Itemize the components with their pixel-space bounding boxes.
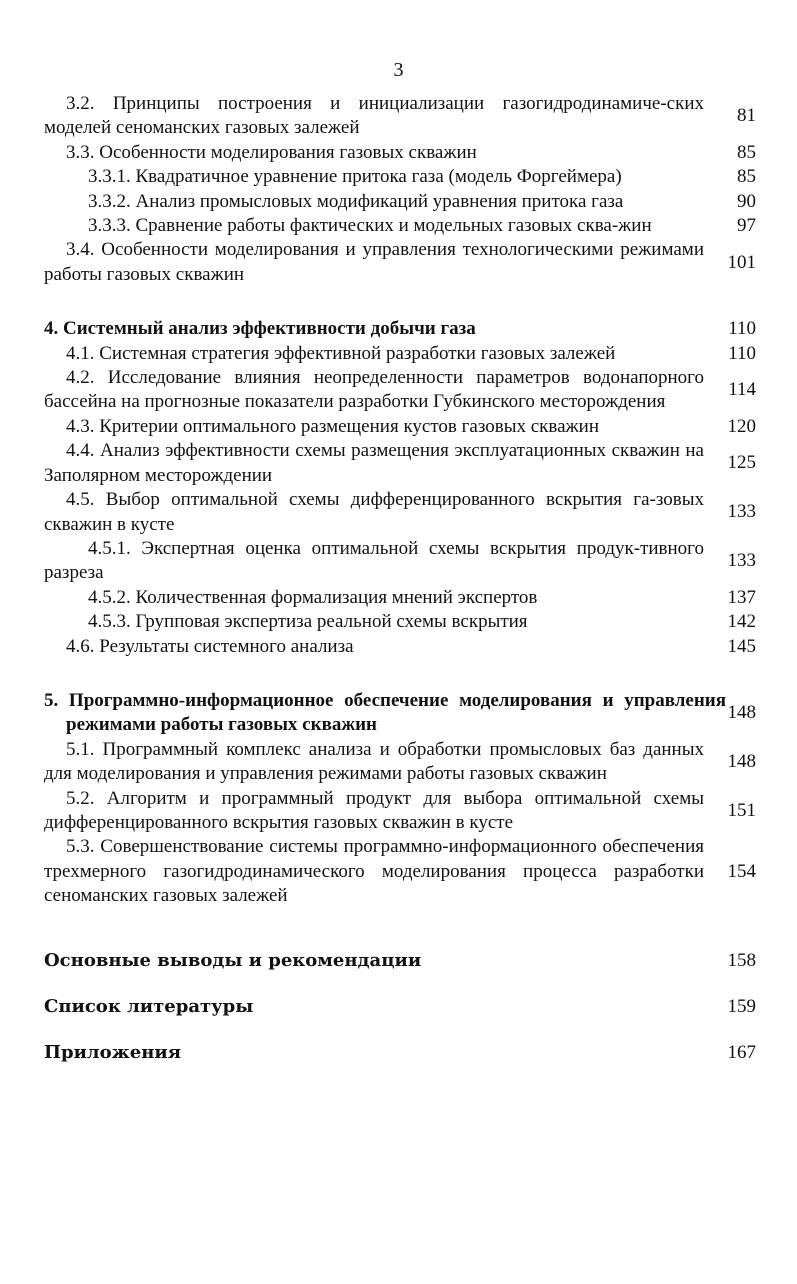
toc-entry-page: 148 — [727, 750, 756, 772]
toc-entry-3-3-2[interactable] — [44, 190, 756, 214]
toc-entry-page: 101 — [727, 251, 756, 273]
toc-entry-4-5[interactable] — [44, 488, 756, 537]
toc-entry-title: 4.4. Анализ эффективности схемы размещения эксплуатационных скважин на Заполярном месторождении — [44, 440, 704, 486]
toc-entry-title: 4.5. Выбор оптимальной схемы дифференцированного вскрытия га-зовых скважин в кусте — [44, 489, 704, 535]
toc-entry-page: 148 — [727, 702, 756, 724]
toc-entry-title: 4.1. Системная стратегия эффективной разработки газовых залежей — [66, 342, 616, 364]
toc-entry-4-3[interactable] — [44, 415, 756, 439]
toc-entry-title: 4.5.1. Экспертная оценка оптимальной схемы вскрытия продук-тивного разреза — [44, 537, 704, 584]
toc-entry-title: 5.1. Программный комплекс анализа и обработки промысловых баз данных для моделирования и управления режимами работы газовых скважин — [44, 738, 704, 785]
toc-entry-page: 137 — [727, 586, 756, 608]
toc-entry-page: 81 — [737, 105, 756, 127]
toc-entry-3-3[interactable] — [44, 141, 756, 165]
toc-entry-page: 159 — [727, 996, 756, 1017]
table-of-contents — [44, 92, 756, 1066]
toc-entry-4-1[interactable] — [44, 342, 756, 366]
toc-entry-3-3-3[interactable] — [44, 214, 756, 238]
toc-entry-title: 5.2. Алгоритм и программный продукт для выбора оптимальной схемы дифференцированного вскрытия газовых скважин в кусте — [44, 787, 704, 833]
toc-entry-page: 90 — [737, 190, 756, 212]
toc-entry-page: 97 — [737, 215, 756, 237]
toc-entry-title: 4. Системный анализ эффективности добычи газа — [44, 318, 476, 340]
toc-entry-4-5-2[interactable] — [44, 586, 756, 610]
toc-entry-4-2[interactable] — [44, 366, 756, 415]
toc-entry-page: 85 — [737, 141, 756, 163]
toc-conclusions[interactable] — [44, 949, 756, 973]
toc-entry-page: 145 — [727, 635, 756, 657]
toc-entry-title: 5.3. Совершенствование системы программно-информационного обеспечения трехмерного газогидродинамического моделирования процесса разработки сеноманских газовых залежей — [44, 836, 704, 907]
toc-entry-title: Список литературы — [44, 996, 254, 1017]
toc-entry-title: 4.5.2. Количественная формализация мнений экспертов — [88, 586, 538, 608]
toc-entry-page: 114 — [728, 379, 756, 401]
toc-entry-page: 120 — [727, 415, 756, 437]
toc-entry-page: 133 — [727, 501, 756, 523]
toc-entry-page: 85 — [737, 166, 756, 188]
toc-entry-title: 3.2. Принципы построения и инициализации газогидродинамиче-ских моделей сеноманских газовых залежей — [44, 93, 704, 139]
toc-chapter-4[interactable] — [44, 317, 756, 341]
toc-entry-title: 4.6. Результаты системного анализа — [66, 635, 354, 657]
toc-entry-title: 3.3.2. Анализ промысловых модификаций уравнения притока газа — [88, 190, 624, 212]
toc-entry-title: 3.3. Особенности моделирования газовых скважин — [66, 141, 477, 163]
toc-entry-page: 133 — [727, 550, 756, 572]
toc-entry-page: 142 — [727, 611, 756, 633]
toc-entry-page: 110 — [728, 318, 756, 340]
toc-entry-title: 3.3.3. Сравнение работы фактических и модельных газовых сква-жин — [88, 215, 652, 237]
toc-entry-3-3-1[interactable] — [44, 165, 756, 189]
toc-entry-4-5-1[interactable] — [44, 537, 756, 586]
toc-entry-page: 125 — [727, 452, 756, 474]
toc-entry-title: 5. Программно-информационное обеспечение моделирования и управления режимами работы газовых скважин — [44, 689, 726, 736]
toc-entry-title: 3.3.1. Квадратичное уравнение притока газа (модель Форгеймера) — [88, 166, 622, 188]
toc-appendices[interactable] — [44, 1041, 756, 1065]
toc-entry-title: 4.2. Исследование влияния неопределенности параметров водонапорного бассейна на прогнозные показатели разработки Губкинского месторождения — [44, 367, 704, 413]
toc-entry-page: 154 — [727, 860, 756, 882]
toc-entry-title: 4.5.3. Групповая экспертиза реальной схемы вскрытия — [88, 611, 528, 633]
toc-entry-4-5-3[interactable] — [44, 610, 756, 634]
toc-entry-5-1[interactable] — [44, 738, 756, 787]
toc-entry-page: 158 — [727, 949, 756, 971]
toc-entry-title: Приложения — [44, 1042, 182, 1064]
toc-entry-3-4[interactable] — [44, 238, 756, 287]
toc-entry-title: Основные выводы и рекомендации — [44, 949, 422, 971]
toc-entry-page: 110 — [728, 342, 756, 364]
toc-entry-4-4[interactable] — [44, 439, 756, 488]
toc-entry-title: 3.4. Особенности моделирования и управления технологическими режимами работы газовых скважин — [44, 239, 704, 285]
toc-references[interactable] — [44, 995, 756, 1019]
toc-entry-4-6[interactable] — [44, 635, 756, 659]
toc-entry-5-2[interactable] — [44, 787, 756, 836]
toc-entry-3-2[interactable] — [44, 92, 756, 141]
toc-entry-title: 4.3. Критерии оптимального размещения кустов газовых скважин — [66, 415, 600, 437]
page-number: 3 — [393, 59, 404, 81]
toc-chapter-5[interactable] — [44, 689, 756, 738]
toc-entry-page: 167 — [727, 1042, 756, 1064]
toc-entry-page: 151 — [727, 799, 756, 821]
toc-entry-5-3[interactable] — [44, 835, 756, 908]
